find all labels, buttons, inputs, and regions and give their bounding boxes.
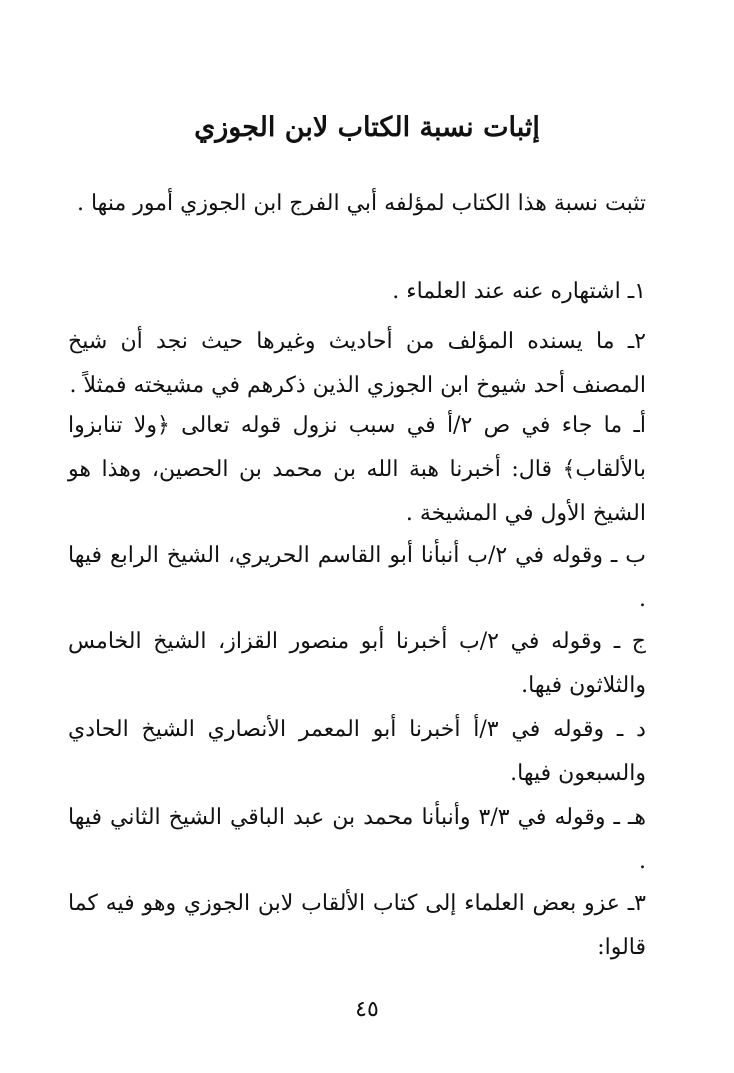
sub-point-b-paragraph: ب ـ وقوله في ٢/ب أنبأنا أبو القاسم الحريري، الشيخ الرابع فيها .	[68, 543, 646, 612]
page-number: ٤٥	[355, 997, 379, 1022]
sub-point-e-paragraph: هـ ـ وقوله في ٣/٣ وأنبأنا محمد بن عبد الباقي الشيخ الثاني فيها .	[68, 805, 646, 874]
point-1-paragraph: ١ـ اشتهاره عنه عند العلماء .	[392, 279, 646, 304]
point-3-paragraph: ٣ـ عزو بعض العلماء إلى كتاب الألقاب لابن الجوزي وهو فيه كما قالوا:	[68, 891, 646, 960]
sub-point-a-paragraph: أـ ما جاء في ص ٢/أ في سبب نزول قوله تعالى ﴿ولا تنابزوا بالألقاب﴾ قال: أخبرنا هبة الله بن محمد بن الحصين، وهذا هو الشيخ الأول في المشيخة .	[68, 413, 647, 526]
sub-point-c-paragraph: ج ـ وقوله في ٢/ب أخبرنا أبو منصور القزاز، الشيخ الخامس والثلاثون فيها.	[68, 629, 646, 698]
sub-point-d-paragraph: د ـ وقوله في ٣/أ أخبرنا أبو المعمر الأنصاري الشيخ الحادي والسبعون فيها.	[68, 717, 646, 786]
point-2-paragraph: ٢ـ ما يسنده المؤلف من أحاديث وغيرها حيث نجد أن شيخ المصنف أحد شيوخ ابن الجوزي الذين ذكرهم في مشيخته فمثلاً .	[68, 329, 646, 398]
intro-paragraph: تثبت نسبة هذا الكتاب لمؤلفه أبي الفرج ابن الجوزي أمور منها .	[76, 191, 646, 216]
page-title: إثبات نسبة الكتاب لابن الجوزي	[194, 112, 540, 143]
